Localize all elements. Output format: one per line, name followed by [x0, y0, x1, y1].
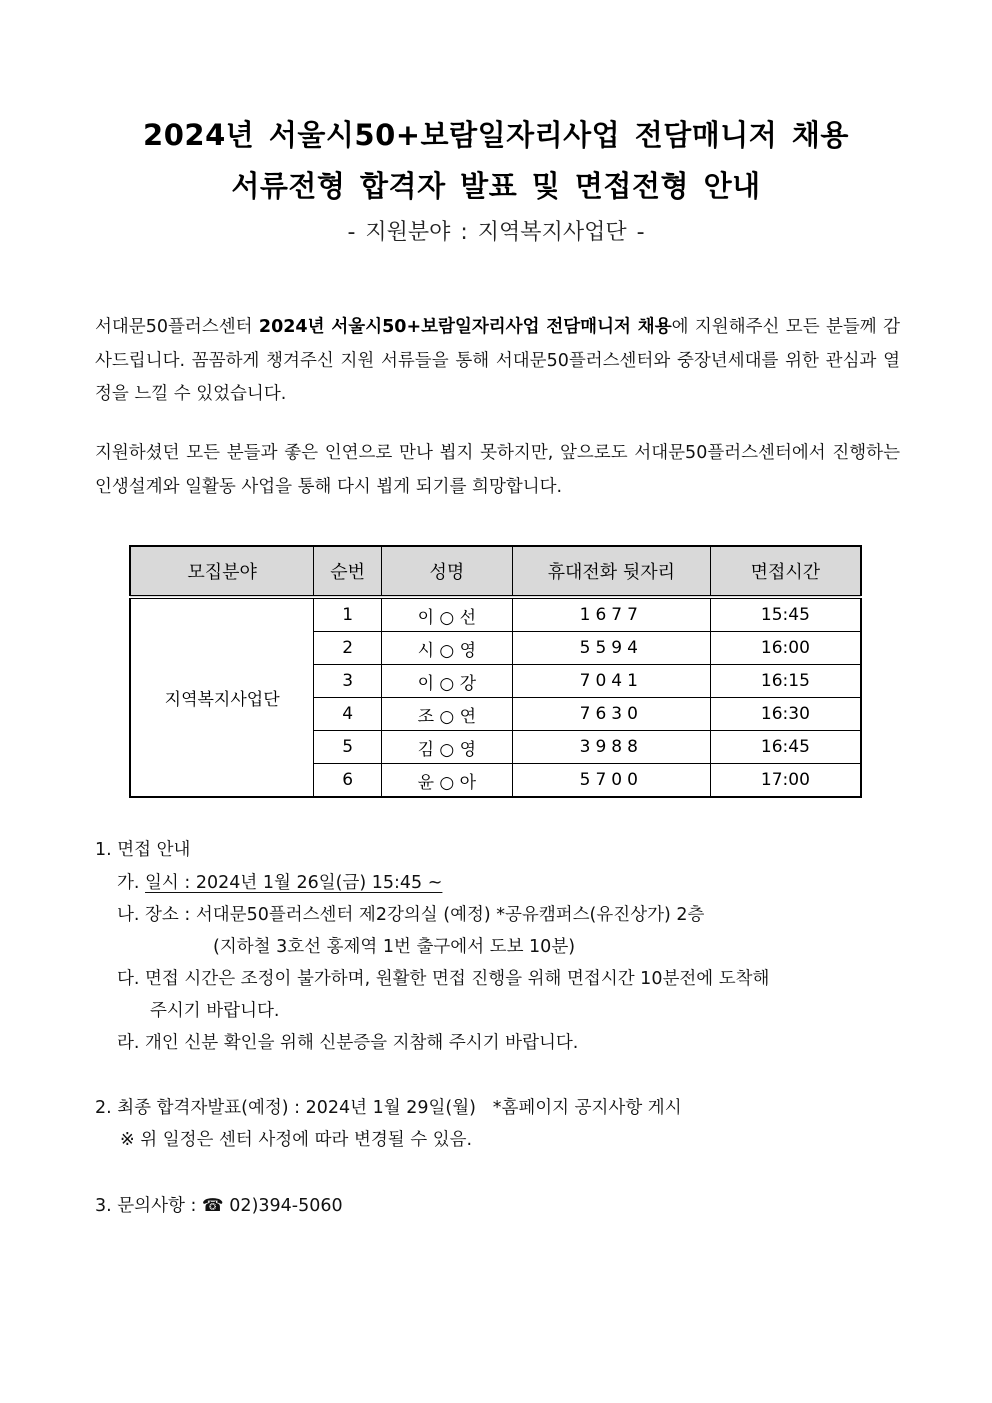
intro-paragraph-2: 지원하셨던 모든 분들과 좋은 인연으로 만나 뵙지 못하지만, 앞으로도 서대문50플러스센터에서 진행하는 인생설계와 일활동 사업을 통해 다시 뵙게 되기를 희망합니다. [95, 443, 900, 497]
name-cell: 시 ○ 영 [381, 632, 512, 665]
section-1-item-a [117, 869, 442, 894]
homepage-note: *홈페이지 공지사항 게시 [492, 1098, 682, 1118]
number-cell: 3 [314, 665, 382, 698]
number-cell: 6 [314, 764, 382, 798]
phone-cell: 3988 [512, 731, 710, 764]
header-number: 순번 [314, 546, 382, 597]
time-cell: 16:30 [710, 698, 861, 731]
time-cell: 15:45 [710, 597, 861, 632]
name-cell: 이 ○ 선 [381, 597, 512, 632]
name-cell: 이 ○ 강 [381, 665, 512, 698]
number-cell: 4 [314, 698, 382, 731]
section-1-item-b: 나. 장소 : 서대문50플러스센터 제2강의실 (예정) *공유캠퍼스(유진상가) 2층 [117, 905, 705, 925]
title-line-1: 2024년 서울시50+보람일자리사업 전담매니저 채용 [143, 118, 849, 152]
schedule-change-note: ※ 위 일정은 센터 사정에 따라 변경될 수 있음. [120, 1130, 473, 1150]
intro-text: 서대문50플러스센터 [95, 317, 259, 337]
time-cell: 16:45 [710, 731, 861, 764]
section-1-title: 1. 면접 안내 [95, 840, 191, 860]
section-1-item-b-detail: (지하철 3호선 홍제역 1번 출구에서 도보 10분) [213, 937, 576, 957]
section-1-item-d: 라. 개인 신분 확인을 위해 신분증을 지참해 주시기 바랍니다. [117, 1033, 579, 1053]
table-row [130, 597, 861, 632]
section-2-title [95, 1094, 682, 1119]
contact-phone: 02)394-5060 [229, 1196, 343, 1216]
phone-cell: 5594 [512, 632, 710, 665]
phone-cell: 7041 [512, 665, 710, 698]
phone-icon: ☎ [201, 1196, 224, 1216]
item-label: 가. [117, 873, 146, 893]
table-header-row [130, 546, 861, 597]
title-line-2: 서류전형 합격자 발표 및 면접전형 안내 [231, 169, 761, 203]
name-cell: 조 ○ 연 [381, 698, 512, 731]
header-name: 성명 [381, 546, 512, 597]
subtitle: - 지원분야 : 지역복지사업단 - [347, 220, 645, 245]
time-cell: 16:00 [710, 632, 861, 665]
section-1-item-c-cont: 주시기 바랍니다. [150, 1001, 280, 1021]
applicant-table [129, 545, 862, 798]
phone-cell: 5700 [512, 764, 710, 798]
contact-label: 3. 문의사항 : [95, 1196, 202, 1216]
area-cell: 지역복지사업단 [130, 597, 314, 797]
time-cell: 17:00 [710, 764, 861, 798]
phone-cell: 7630 [512, 698, 710, 731]
header-phone: 휴대전화 뒷자리 [512, 546, 710, 597]
final-announcement: 2. 최종 합격자발표(예정) : 2024년 1월 29일(월) [95, 1098, 476, 1118]
header-time: 면접시간 [710, 546, 861, 597]
intro-paragraph-1 [95, 311, 900, 412]
phone-cell: 1677 [512, 597, 710, 632]
section-1-item-c: 다. 면접 시간은 조정이 불가하며, 원활한 면접 진행을 위해 면접시간 10분전에 도착해 [117, 969, 770, 989]
header-area: 모집분야 [130, 546, 314, 597]
interview-datetime: 일시 : 2024년 1월 26일(금) 15:45 ~ [145, 873, 443, 893]
number-cell: 2 [314, 632, 382, 665]
name-cell: 김 ○ 영 [381, 731, 512, 764]
number-cell: 5 [314, 731, 382, 764]
intro-bold-text: 2024년 서울시50+보람일자리사업 전담매니저 채용 [258, 317, 672, 337]
time-cell: 16:15 [710, 665, 861, 698]
number-cell: 1 [314, 597, 382, 632]
section-3-contact [95, 1192, 343, 1217]
intro-text: 에 지원해주신 모든 분들께 감사드립니다. 꼼꼼하게 챙겨주신 지원 서류들을 통해 서대문50플러스센터와 중장년세대를 위한 관심과 열정을 느낄 수 있었습니다. [95, 317, 900, 404]
name-cell: 윤 ○ 아 [381, 764, 512, 798]
